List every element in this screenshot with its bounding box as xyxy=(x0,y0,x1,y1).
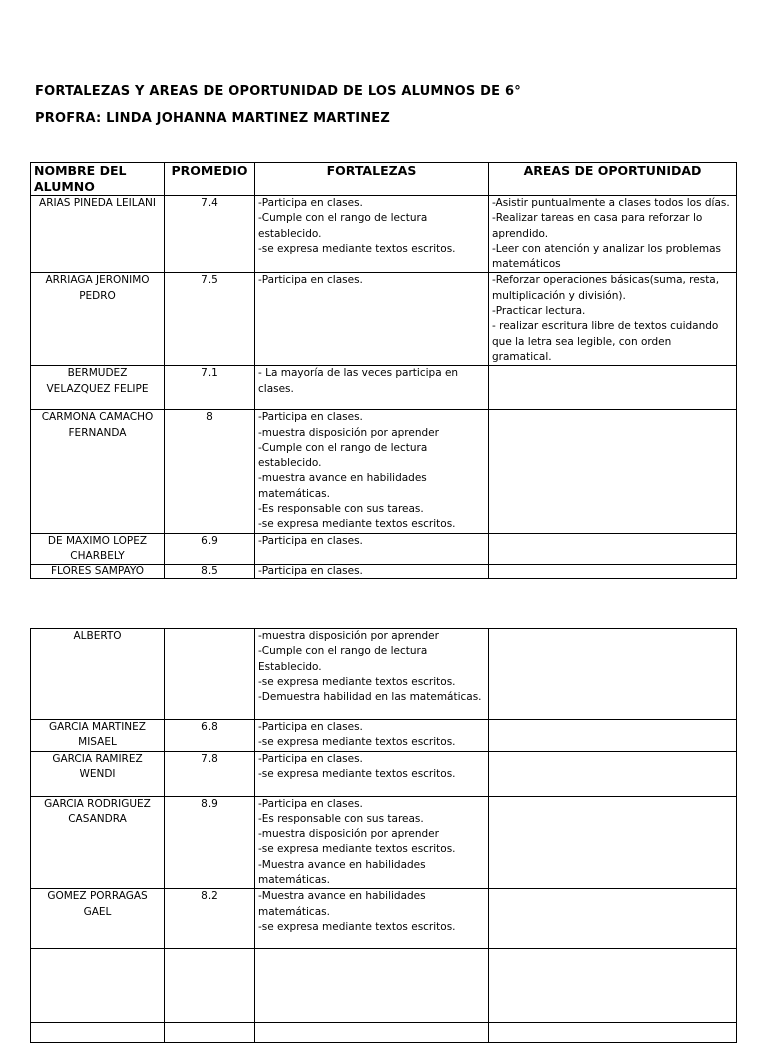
strength-item: -Participa en clases. xyxy=(258,797,363,810)
header-nombre: NOMBRE DEL ALUMNO xyxy=(31,163,165,196)
student-opportunities xyxy=(489,949,737,1023)
strength-item: -Participa en clases. xyxy=(258,752,363,765)
student-name xyxy=(31,949,165,1023)
student-name xyxy=(31,1023,165,1043)
student-average: 6.8 xyxy=(165,720,255,752)
strength-item: -se expresa mediante textos escritos. xyxy=(258,518,456,531)
table-row xyxy=(31,196,737,273)
header-promedio: PROMEDIO xyxy=(165,163,255,196)
student-opportunities xyxy=(489,565,737,579)
student-name: CARMONA CAMACHO FERNANDA xyxy=(31,410,165,533)
student-opportunities xyxy=(489,533,737,565)
strength-item: -Participa en clases. xyxy=(258,721,363,733)
opportunity-item: -Practicar lectura. xyxy=(492,305,586,318)
student-average xyxy=(165,629,255,720)
table-row xyxy=(31,273,737,366)
opportunity-item: -Asistir puntualmente a clases todos los días. xyxy=(492,197,730,209)
table-header-row xyxy=(31,163,737,196)
student-name: GARCIA MARTINEZ MISAEL xyxy=(31,720,165,752)
strength-item: -se expresa mediante textos escritos. xyxy=(258,920,456,933)
strength-item: -Es responsable con sus tareas. xyxy=(258,503,424,516)
strength-item: -muestra disposición por aprender xyxy=(258,630,439,642)
strength-item: -Participa en clases. xyxy=(258,534,363,547)
student-average: 8 xyxy=(165,410,255,533)
student-strengths xyxy=(255,949,489,1023)
strength-item: -Participa en clases. xyxy=(258,565,363,578)
opportunity-item: -Realizar tareas en casa para reforzar lo aprendido. xyxy=(492,212,703,240)
document-title: FORTALEZAS Y AREAS DE OPORTUNIDAD DE LOS ALUMNOS DE 6° xyxy=(35,84,521,99)
teacher-name: PROFRA: LINDA JOHANNA MARTINEZ MARTINEZ xyxy=(35,111,391,126)
student-strengths xyxy=(255,1023,489,1043)
student-average: 7.5 xyxy=(165,273,255,366)
student-strengths xyxy=(255,273,489,366)
table-row xyxy=(31,1023,737,1043)
student-average: 7.4 xyxy=(165,196,255,273)
student-opportunities xyxy=(489,720,737,752)
table-row xyxy=(31,720,737,752)
student-name: ARRIAGA JERONIMO PEDRO xyxy=(31,273,165,366)
strength-item: -Muestra avance en habilidades matemáticas. xyxy=(258,890,426,918)
student-opportunities xyxy=(489,1023,737,1043)
table-row xyxy=(31,533,737,565)
student-name: ARIAS PINEDA LEILANI xyxy=(31,196,165,273)
opportunity-item: - realizar escritura libre de textos cuidando que la letra sea legible, con orden gramatical. xyxy=(492,320,719,363)
strength-item: -Participa en clases. xyxy=(258,411,363,424)
student-average xyxy=(165,949,255,1023)
student-strengths xyxy=(255,796,489,889)
table-row xyxy=(31,751,737,796)
student-average: 7.1 xyxy=(165,366,255,410)
student-average: 8.9 xyxy=(165,796,255,889)
student-opportunities xyxy=(489,889,737,949)
strength-item: -Demuestra habilidad en las matemáticas. xyxy=(258,691,482,704)
student-name: FLORES SAMPAYO xyxy=(31,565,165,579)
opportunity-item: -Leer con atención y analizar los problemas matemáticos xyxy=(492,242,722,271)
strength-item: -Cumple con el rango de lectura Establecido. xyxy=(258,645,428,673)
student-average: 8.2 xyxy=(165,889,255,949)
student-name: GARCIA RODRIGUEZ CASANDRA xyxy=(31,796,165,889)
strength-item: -se expresa mediante textos escritos. xyxy=(258,843,456,856)
student-name: GARCIA RAMIREZ WENDI xyxy=(31,751,165,796)
opportunity-item: -Reforzar operaciones básicas(suma, resta, multiplicación y división). xyxy=(492,274,720,302)
table-row xyxy=(31,949,737,1023)
student-opportunities xyxy=(489,273,737,366)
strength-item: -muestra avance en habilidades matemáticas. xyxy=(258,472,427,500)
student-strengths xyxy=(255,629,489,720)
table-row xyxy=(31,889,737,949)
students-table xyxy=(30,162,737,579)
student-strengths xyxy=(255,196,489,273)
student-strengths xyxy=(255,720,489,752)
student-average: 7.8 xyxy=(165,751,255,796)
student-opportunities xyxy=(489,410,737,533)
header-areas: AREAS DE OPORTUNIDAD xyxy=(489,163,737,196)
student-average: 8.5 xyxy=(165,565,255,579)
strength-item: -Participa en clases. xyxy=(258,197,363,209)
students-table-continued xyxy=(30,628,737,1043)
table-row xyxy=(31,410,737,533)
student-name: GOMEZ PORRAGAS GAEL xyxy=(31,889,165,949)
strength-item: -muestra disposición por aprender xyxy=(258,426,439,439)
student-name: ALBERTO xyxy=(31,629,165,720)
strength-item: -Es responsable con sus tareas. xyxy=(258,812,424,825)
strength-item: -Cumple con el rango de lectura establecido. xyxy=(258,212,428,240)
student-strengths xyxy=(255,533,489,565)
student-opportunities xyxy=(489,751,737,796)
strength-item: -se expresa mediante textos escritos. xyxy=(258,242,456,255)
student-opportunities xyxy=(489,196,737,273)
table-row xyxy=(31,796,737,889)
student-opportunities xyxy=(489,796,737,889)
student-strengths xyxy=(255,889,489,949)
student-opportunities xyxy=(489,366,737,410)
strength-item: -se expresa mediante textos escritos. xyxy=(258,736,456,749)
table-row xyxy=(31,629,737,720)
student-name: BERMUDEZ VELAZQUEZ FELIPE xyxy=(31,366,165,410)
student-average: 6.9 xyxy=(165,533,255,565)
strength-item: -Participa en clases. xyxy=(258,274,363,287)
strength-item: - La mayoría de las veces participa en clases. xyxy=(258,367,459,395)
strength-item: -Muestra avance en habilidades matemáticas. xyxy=(258,858,426,887)
strength-item: -se expresa mediante textos escritos. xyxy=(258,767,456,780)
table-row xyxy=(31,565,737,579)
header-fortalezas: FORTALEZAS xyxy=(255,163,489,196)
student-strengths xyxy=(255,751,489,796)
student-opportunities xyxy=(489,629,737,720)
strength-item: -muestra disposición por aprender xyxy=(258,828,439,841)
student-strengths xyxy=(255,565,489,579)
student-average xyxy=(165,1023,255,1043)
student-name: DE MAXIMO LOPEZ CHARBELY xyxy=(31,533,165,565)
student-strengths xyxy=(255,366,489,410)
table-row xyxy=(31,366,737,410)
strength-item: -Cumple con el rango de lectura establecido. xyxy=(258,441,428,470)
student-strengths xyxy=(255,410,489,533)
strength-item: -se expresa mediante textos escritos. xyxy=(258,675,456,688)
